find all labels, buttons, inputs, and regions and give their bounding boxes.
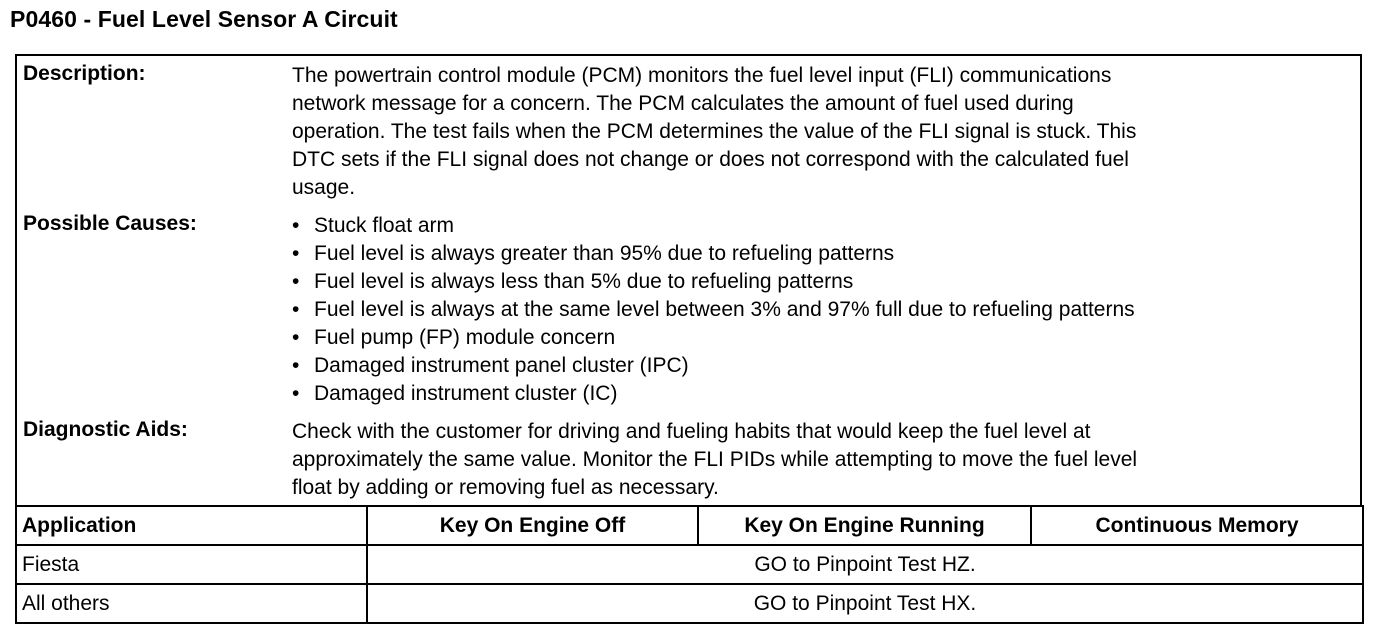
application-table: [15, 505, 1364, 624]
possible-causes-label: Possible Causes:: [23, 212, 197, 235]
application-cell: All others: [16, 584, 367, 623]
cause-item: • Fuel level is always greater than 95% due to refueling patterns: [292, 240, 1352, 268]
description-line: network message for a concern. The PCM calculates the amount of fuel used during: [292, 92, 1074, 115]
description-line: operation. The test fails when the PCM determines the value of the FLI signal is stuck. This: [292, 120, 1137, 143]
possible-causes-list: [292, 212, 1352, 408]
page-title: P0460 - Fuel Level Sensor A Circuit: [10, 6, 398, 32]
description-line: The powertrain control module (PCM) monitors the fuel level input (FLI) communications: [292, 64, 1112, 87]
bullet-icon: •: [292, 354, 300, 377]
header-application: Application: [16, 506, 367, 545]
application-cell: Fiesta: [16, 545, 367, 584]
bullet-icon: •: [292, 326, 300, 349]
table-row: [16, 584, 1363, 623]
diagnostic-aids-line: Check with the customer for driving and fueling habits that would keep the fuel level at: [292, 420, 1091, 443]
diagnostic-aids-text: [292, 418, 1352, 502]
cause-item: • Fuel level is always less than 5% due to refueling patterns: [292, 268, 1352, 296]
bullet-icon: •: [292, 270, 300, 293]
cause-item: • Stuck float arm: [292, 212, 1352, 240]
pinpoint-test-cell: GO to Pinpoint Test HX.: [367, 584, 1363, 623]
table-row: [16, 545, 1363, 584]
bullet-icon: •: [292, 298, 300, 321]
diagnostic-aids-label: Diagnostic Aids:: [23, 418, 188, 441]
description-text: [292, 62, 1352, 202]
cause-item: • Fuel pump (FP) module concern: [292, 324, 1352, 352]
cause-item: • Damaged instrument panel cluster (IPC): [292, 352, 1352, 380]
description-line: usage.: [292, 176, 356, 199]
bullet-icon: •: [292, 382, 300, 405]
pinpoint-test-cell: GO to Pinpoint Test HZ.: [367, 545, 1363, 584]
header-key-on-engine-off: Key On Engine Off: [367, 506, 698, 545]
diagnostic-aids-line: approximately the same value. Monitor the FLI PIDs while attempting to move the fuel level: [292, 448, 1138, 471]
description-line: DTC sets if the FLI signal does not change or does not correspond with the calculated fuel: [292, 148, 1129, 171]
bullet-icon: •: [292, 242, 300, 265]
diagnostic-aids-line: float by adding or removing fuel as necessary.: [292, 476, 719, 499]
table-header-row: [16, 506, 1363, 545]
bullet-icon: •: [292, 214, 300, 237]
header-continuous-memory: Continuous Memory: [1031, 506, 1363, 545]
dtc-info-box: [15, 54, 1362, 505]
description-label: Description:: [23, 62, 146, 85]
cause-item: • Damaged instrument cluster (IC): [292, 380, 1352, 408]
cause-item: • Fuel level is always at the same level between 3% and 97% full due to refueling patterns: [292, 296, 1352, 324]
header-key-on-engine-running: Key On Engine Running: [698, 506, 1031, 545]
